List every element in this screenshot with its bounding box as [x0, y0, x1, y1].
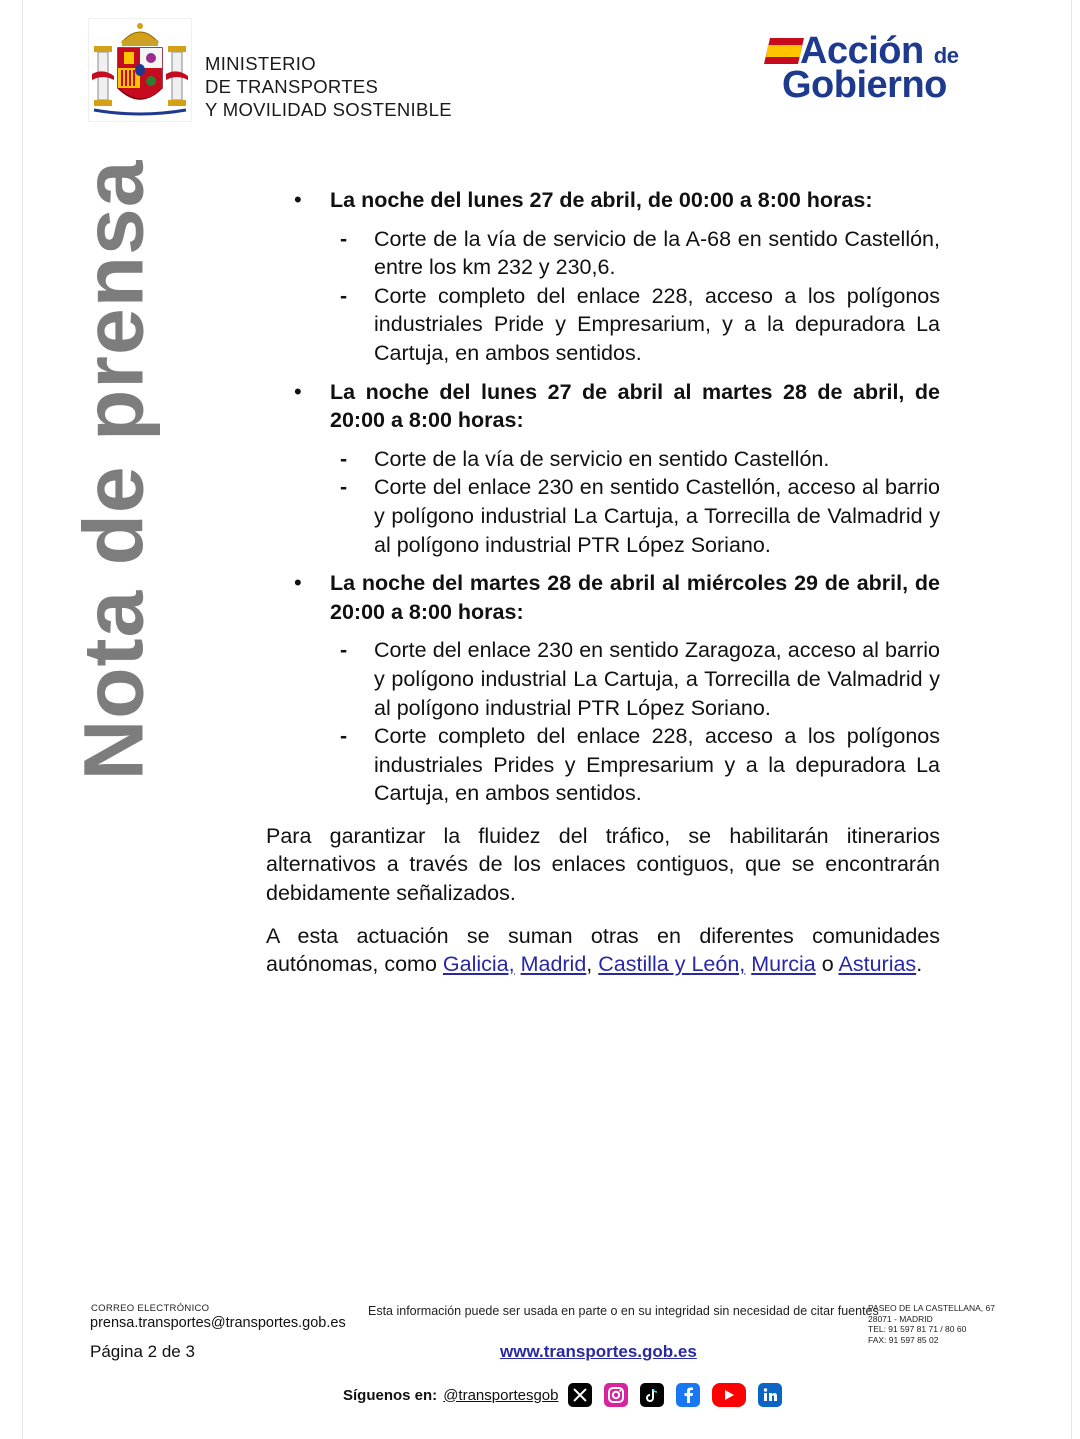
side-label: Nota de prensa	[66, 159, 161, 781]
ministry-line-3: Y MOVILIDAD SOSTENIBLE	[205, 99, 452, 120]
paragraph-other-regions	[266, 922, 940, 979]
paragraph-traffic: Para garantizar la fluidez del tráfico, se habilitarán itinerarios alternativos a través de los enlaces contiguos, que se encontrarán debidamente señalizados.	[266, 823, 940, 906]
logo-line-2: Gobierno	[782, 64, 947, 106]
bullet-dot: •	[294, 378, 302, 404]
list-item: - Corte del enlace 230 en sentido Castellón, acceso al barrio y polígono industrial La Cartuja, a Torrecilla de Valmadrid y al polígono industrial PTR López Soriano.	[340, 475, 940, 557]
press-email[interactable]: prensa.transportes@transportes.gob.es	[90, 1315, 346, 1331]
schedule-bullet	[266, 569, 940, 808]
conjunction: o	[821, 952, 834, 977]
ministry-line-1: MINISTERIO	[205, 53, 316, 74]
accion-de-gobierno-logo	[762, 28, 962, 108]
ministry-line-2: DE TRANSPORTES	[205, 76, 379, 97]
bullet-title: La noche del lunes 27 de abril al martes 28 de abril, de 20:00 a 8:00 horas:	[330, 379, 940, 433]
comma: ,	[586, 952, 593, 977]
list-item: - Corte completo del enlace 228, acceso a los polígonos industriales Pride y Empresarium, y a la depuradora La Cartuja, en ambos sentidos.	[340, 283, 940, 365]
address-block	[868, 1303, 995, 1345]
bullet-title: La noche del lunes 27 de abril, de 00:00 a 8:00 horas:	[330, 188, 873, 212]
website-link[interactable]: www.transportes.gob.es	[500, 1342, 697, 1361]
schedule-bullet	[266, 378, 940, 560]
link-murcia[interactable]: Murcia	[751, 952, 816, 977]
email-label: CORREO ELECTRÓNICO	[91, 1303, 210, 1314]
x-icon[interactable]	[568, 1383, 592, 1407]
address-line: PASEO DE LA CASTELLANA, 67	[868, 1303, 995, 1313]
link-castilla-y-leon[interactable]: Castilla y León,	[598, 952, 746, 977]
instagram-icon[interactable]	[604, 1383, 628, 1407]
link-asturias[interactable]: Asturias	[838, 952, 917, 977]
youtube-icon[interactable]	[712, 1383, 746, 1407]
bullet-title: La noche del martes 28 de abril al miércoles 29 de abril, de 20:00 a 8:00 horas:	[330, 571, 940, 624]
page-number: Página 2 de 3	[90, 1342, 195, 1361]
paragraph-lead: A esta actuación se suman otras en diferentes comunidades autónomas, como	[266, 923, 940, 977]
social-bar	[343, 1380, 794, 1410]
bullet-dot: •	[294, 570, 302, 596]
spain-flag-icon	[764, 38, 804, 64]
press-release-body	[266, 186, 940, 979]
logo-de: de	[933, 43, 959, 68]
usage-notice: Esta información puede ser usada en parte o en su integridad sin necesidad de citar fuentes	[368, 1304, 879, 1318]
link-madrid[interactable]: Madrid	[520, 952, 587, 977]
tiktok-icon[interactable]	[640, 1383, 664, 1407]
ministry-name	[205, 52, 452, 121]
follow-label: Síguenos en:	[343, 1386, 438, 1404]
facebook-icon[interactable]	[676, 1383, 700, 1407]
coat-of-arms-logo	[88, 18, 192, 122]
schedule-bullet	[266, 186, 940, 368]
linkedin-icon[interactable]	[758, 1383, 782, 1407]
address-line: TEL: 91 597 81 71 / 80 60	[868, 1324, 967, 1334]
list-item: - Corte de la vía de servicio de la A-68 en sentido Castellón, entre los km 232 y 230,6.	[340, 226, 940, 280]
social-handle-link[interactable]: @transportesgob	[443, 1386, 559, 1404]
address-line: FAX: 91 597 85 02	[868, 1334, 939, 1345]
address-line: 28071 - MADRID	[868, 1313, 933, 1324]
list-item: - Corte de la vía de servicio en sentido Castellón.	[340, 446, 830, 471]
list-item: - Corte del enlace 230 en sentido Zaragoza, acceso al barrio y polígono industrial La Cartuja, a Torrecilla de Valmadrid y al polígono industrial PTR López Soriano.	[340, 638, 940, 720]
list-item: - Corte completo del enlace 228, acceso a los polígonos industriales Prides y Empresarium y a la depuradora La Cartuja, en ambos sentidos.	[340, 724, 940, 806]
logo-line-1: Acción de	[800, 30, 959, 72]
bullet-dot: •	[294, 187, 302, 212]
link-galicia[interactable]: Galicia,	[442, 952, 515, 977]
period: .	[916, 952, 923, 977]
